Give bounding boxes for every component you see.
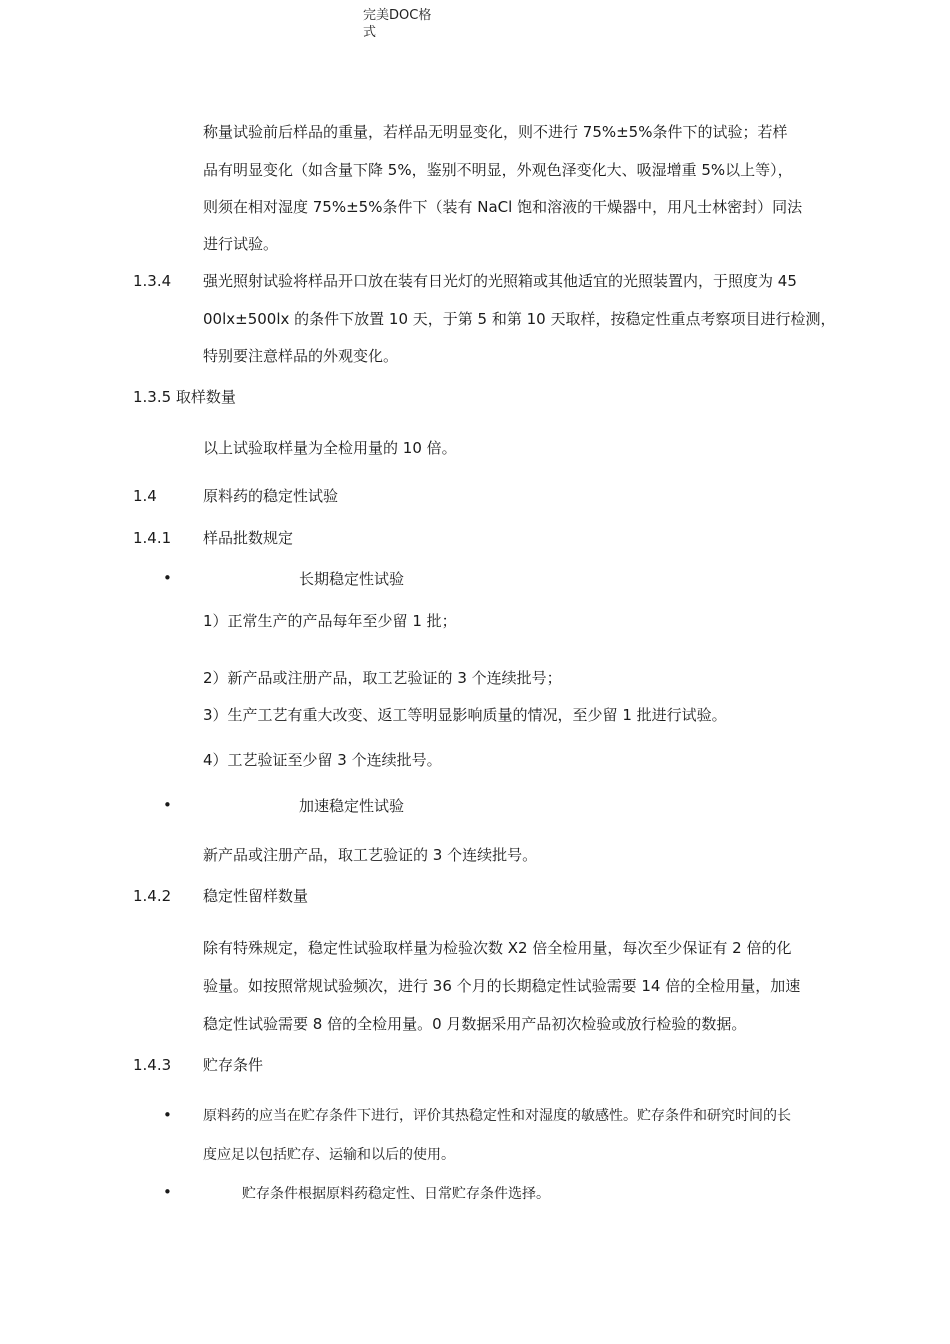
header-line-2: 式 [363, 25, 377, 40]
paragraph-line: 稳定性试验需要 8 倍的全检用量。0 月数据采用产品初次检验或放行检验的数据。 [203, 1015, 747, 1033]
paragraph-line: 强光照射试验将样品开口放在装有日光灯的光照箱或其他适宜的光照装置内，于照度为 45 [203, 272, 797, 290]
bullet-text: 贮存条件根据原料药稳定性、日常贮存条件选择。 [242, 1186, 550, 1202]
list-item: 1）正常生产的产品每年至少留 1 批； [203, 612, 457, 630]
paragraph-line: 除有特殊规定，稳定性试验取样量为检验次数 X2 倍全检用量，每次至少保证有 2 倍的化 [203, 939, 792, 957]
paragraph-line: 验量。如按照常规试验频次，进行 36 个月的长期稳定性试验需要 14 倍的全检用量，加速 [203, 977, 801, 995]
section-title: 原料药的稳定性试验 [203, 487, 339, 505]
bullet-icon: • [163, 1183, 172, 1201]
header-line-1: 完美DOC格 [363, 8, 432, 23]
paragraph-line: 则须在相对湿度 75%±5%条件下（装有 NaCl 饱和溶液的干燥器中，用凡士林密封）同法 [203, 198, 803, 216]
paragraph-line: 以上试验取样量为全检用量的 10 倍。 [203, 439, 457, 457]
paragraph-line: 品有明显变化（如含量下降 5%，鉴别不明显，外观色泽变化大、吸湿增重 5%以上等）， [203, 161, 793, 179]
paragraph-line: 特别要注意样品的外观变化。 [203, 347, 399, 365]
section-title: 样品批数规定 [203, 529, 294, 547]
paragraph-line: 原料药的应当在贮存条件下进行，评价其热稳定性和对湿度的敏感性。贮存条件和研究时间的长 [203, 1108, 791, 1124]
list-item: 4）工艺验证至少留 3 个连续批号。 [203, 751, 442, 769]
bullet-icon: • [163, 796, 172, 814]
bullet-text: 长期稳定性试验 [299, 570, 405, 588]
list-item: 3）生产工艺有重大改变、返工等明显影响质量的情况，至少留 1 批进行试验。 [203, 706, 727, 724]
section-heading: 1.3.5 取样数量 [133, 388, 236, 406]
section-number: 1.4.1 [133, 529, 172, 547]
paragraph-line: 度应足以包括贮存、运输和以后的使用。 [203, 1147, 455, 1163]
paragraph-line: 称量试验前后样品的重量，若样品无明显变化，则不进行 75%±5%条件下的试验；若样 [203, 123, 788, 141]
section-number: 1.3.4 [133, 272, 172, 290]
section-title: 贮存条件 [203, 1056, 264, 1074]
section-number: 1.4.3 [133, 1056, 172, 1074]
section-number: 1.4 [133, 487, 157, 505]
bullet-icon: • [163, 1106, 172, 1124]
bullet-text: 加速稳定性试验 [299, 797, 405, 815]
bullet-icon: • [163, 569, 172, 587]
section-title: 稳定性留样数量 [203, 887, 309, 905]
paragraph-line: 新产品或注册产品，取工艺验证的 3 个连续批号。 [203, 846, 538, 864]
paragraph-line: 进行试验。 [203, 235, 279, 253]
paragraph-line: 00lx±500lx 的条件下放置 10 天，于第 5 和第 10 天取样，按稳定性重点考察项目进行检测， [203, 310, 836, 328]
section-number: 1.4.2 [133, 887, 172, 905]
list-item: 2）新产品或注册产品，取工艺验证的 3 个连续批号； [203, 669, 562, 687]
